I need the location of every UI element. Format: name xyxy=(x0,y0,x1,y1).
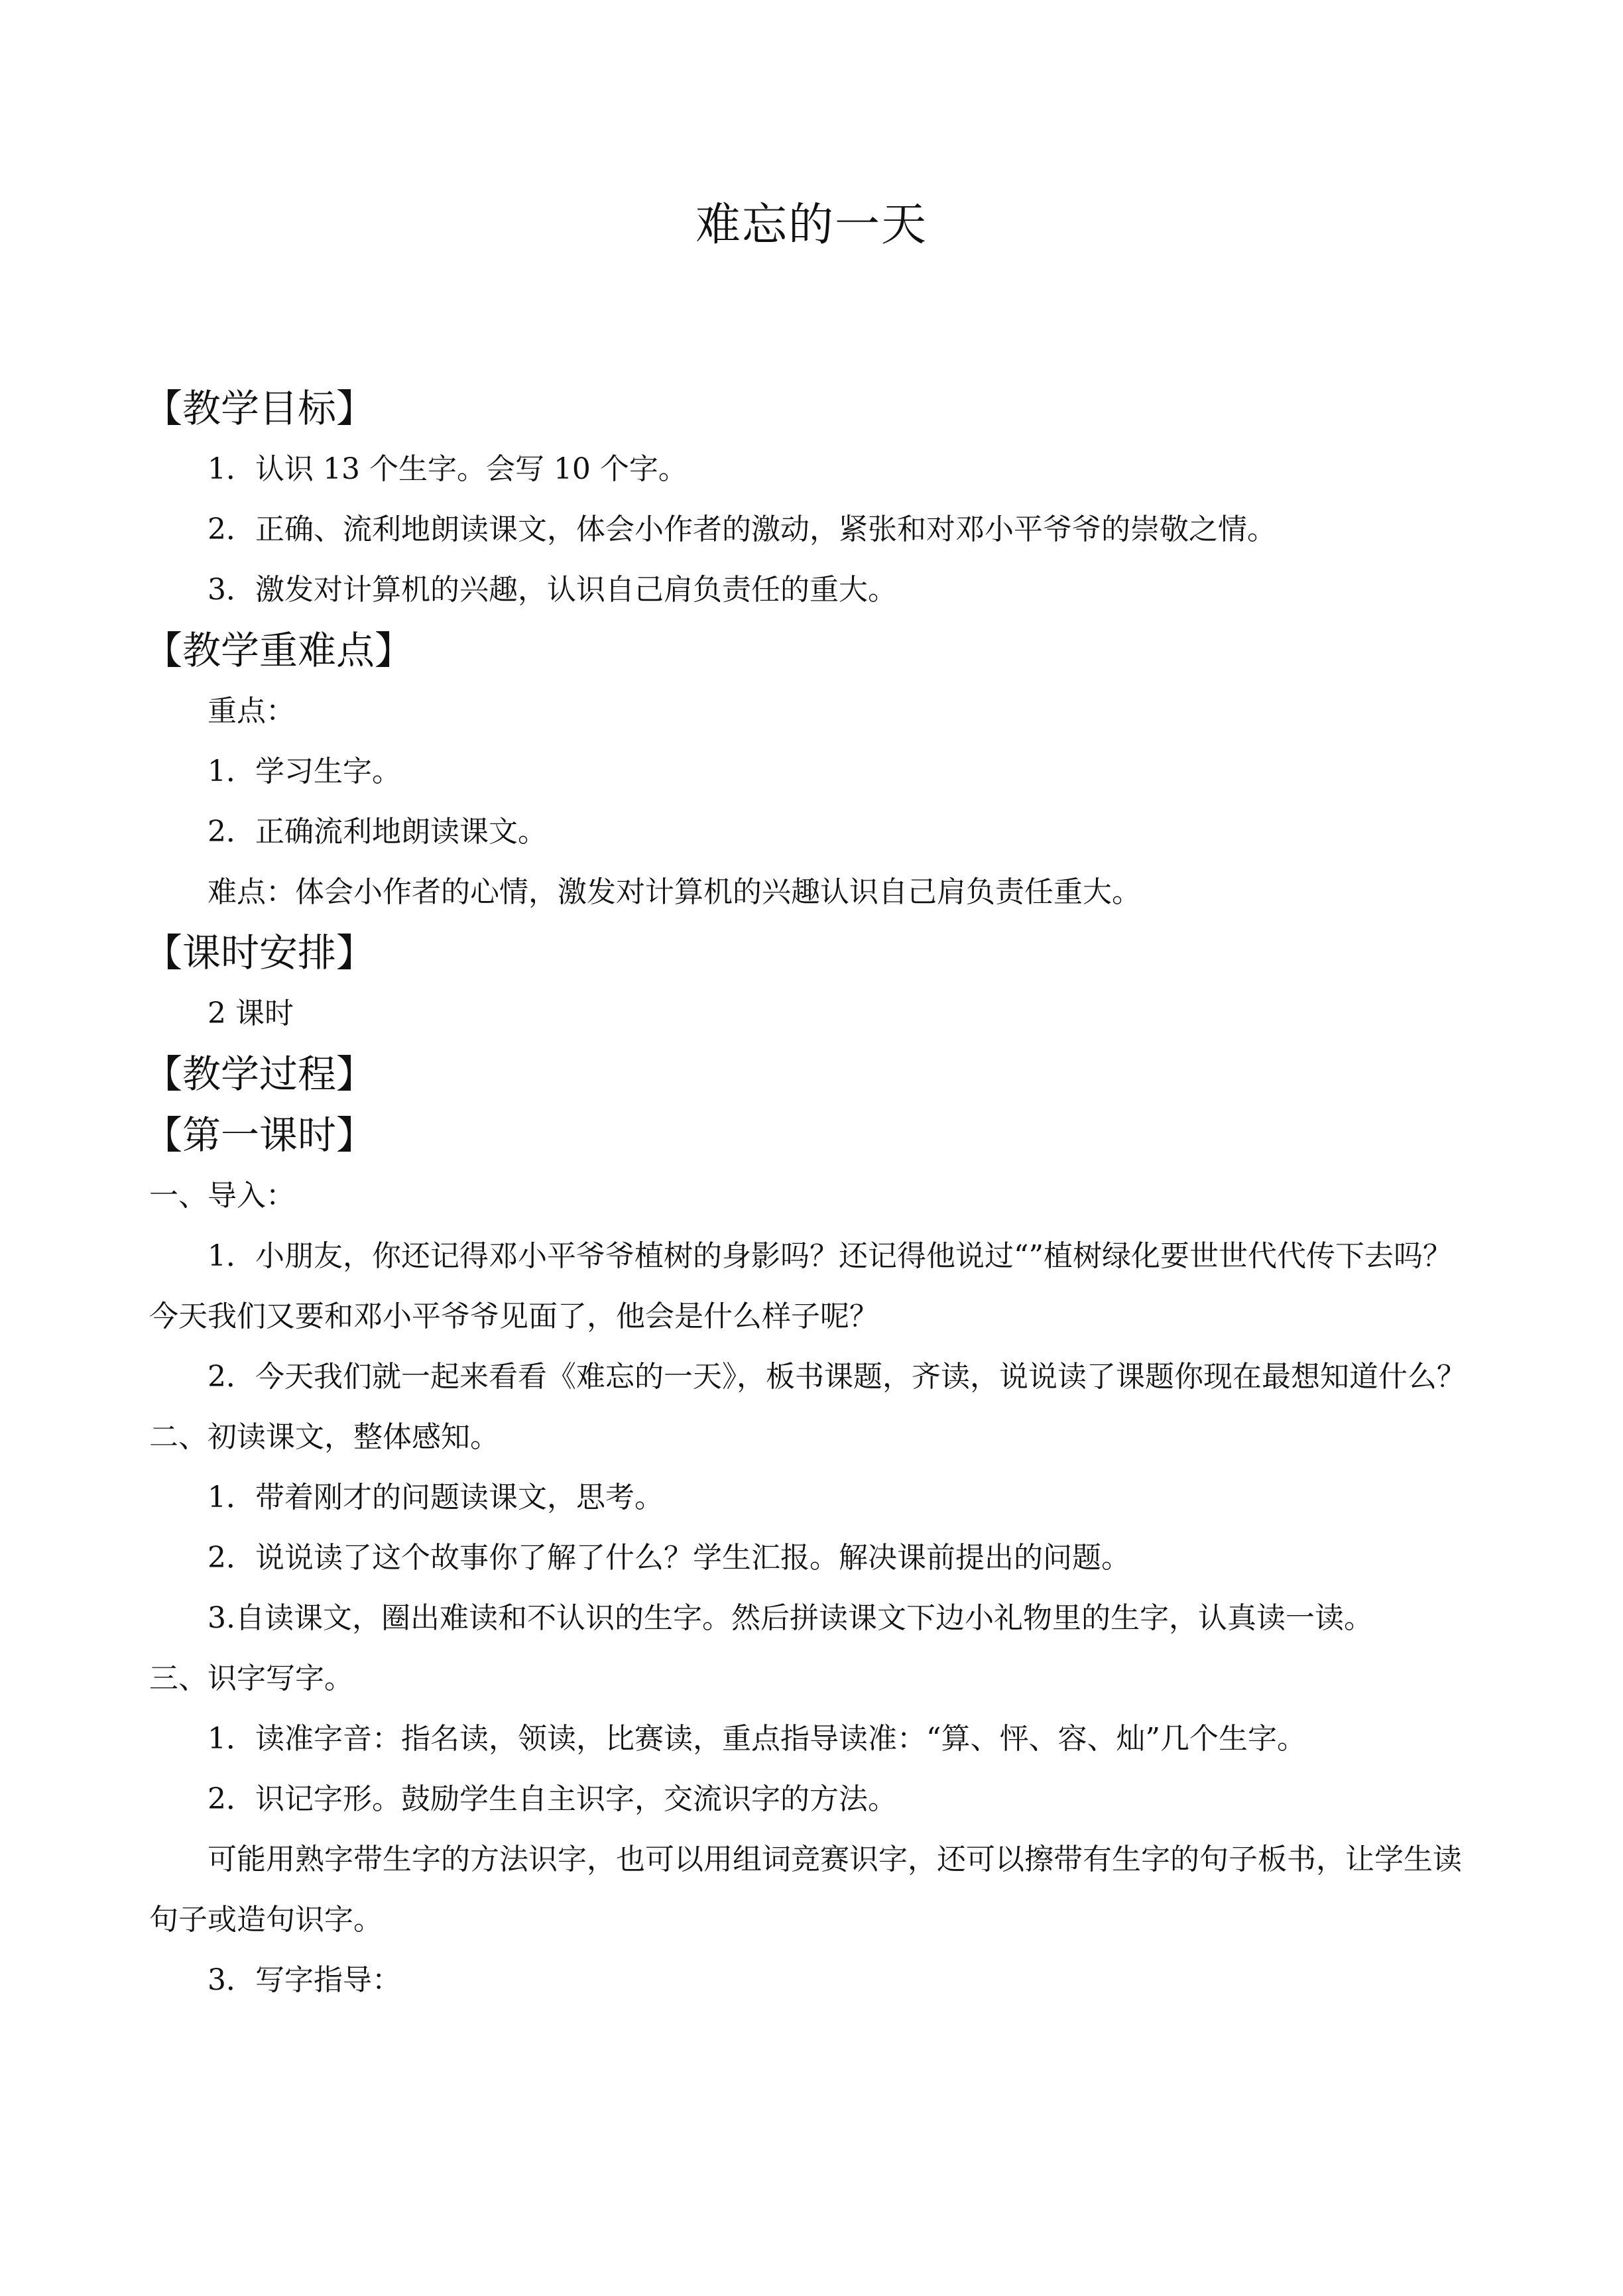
heading-lesson1: 【第一课时】 xyxy=(144,1113,375,1158)
intro-item: 2．今天我们就一起来看看《难忘的一天》，板书课题，齐读，说说读了课题你现在最想知道什么？ xyxy=(208,1360,1466,1394)
document-title: 难忘的一天 xyxy=(695,199,928,251)
char-item: 1．读准字音：指名读，领读，比赛读，重点指导读准：“算、怦、容、灿”几个生字。 xyxy=(208,1722,1306,1756)
char-item: 2．识记字形。鼓励学生自主识字，交流识字的方法。 xyxy=(208,1782,897,1816)
heading-keypoints: 【教学重难点】 xyxy=(144,628,414,673)
document-body xyxy=(144,378,1469,2010)
schedule-text: 2 课时 xyxy=(208,997,294,1030)
char-item: 3．写字指导： xyxy=(208,1963,401,1997)
heading-schedule: 【课时安排】 xyxy=(144,930,375,975)
section-intro-title: 一、导入： xyxy=(149,1179,295,1213)
read-item: 2．说说读了这个故事你了解了什么？学生汇报。解决课前提出的问题。 xyxy=(208,1541,1130,1575)
char-paragraph: 可能用熟字带生字的方法识字，也可以用组词竞赛识字，还可以擦带有生字的句子板书，让学生读句子或造句识字。 xyxy=(149,1843,1462,1937)
intro-item: 1．小朋友，你还记得邓小平爷爷植树的身影吗？还记得他说过“”植树绿化要世世代代传下去吗？今天我们又要和邓小平爷爷见面了，他会是什么样子呢？ xyxy=(149,1239,1452,1333)
objective-item: 3．激发对计算机的兴趣，认识自己肩负责任的重大。 xyxy=(208,573,897,607)
heading-process: 【教学过程】 xyxy=(144,1052,375,1097)
section-char-title: 三、识字写字。 xyxy=(149,1662,353,1695)
read-item: 1．带着刚才的问题读课文，思考。 xyxy=(208,1480,664,1514)
focus-item: 1．学习生字。 xyxy=(208,755,401,788)
section-read-title: 二、初读课文，整体感知。 xyxy=(149,1420,499,1454)
objective-item: 1．认识 13 个生字。会写 10 个字。 xyxy=(208,452,688,486)
focus-label: 重点： xyxy=(208,694,295,728)
difficulty-text: 难点：体会小作者的心情，激发对计算机的兴趣认识自己肩负责任重大。 xyxy=(208,875,1141,909)
read-item: 3.自读课文，圈出难读和不认识的生字。然后拼读课文下边小礼物里的生字，认真读一读。 xyxy=(208,1601,1373,1635)
focus-item: 2．正确流利地朗读课文。 xyxy=(208,815,547,849)
heading-objectives: 【教学目标】 xyxy=(144,386,375,431)
objective-item: 2．正确、流利地朗读课文，体会小作者的激动，紧张和对邓小平爷爷的崇敬之情。 xyxy=(208,513,1276,546)
